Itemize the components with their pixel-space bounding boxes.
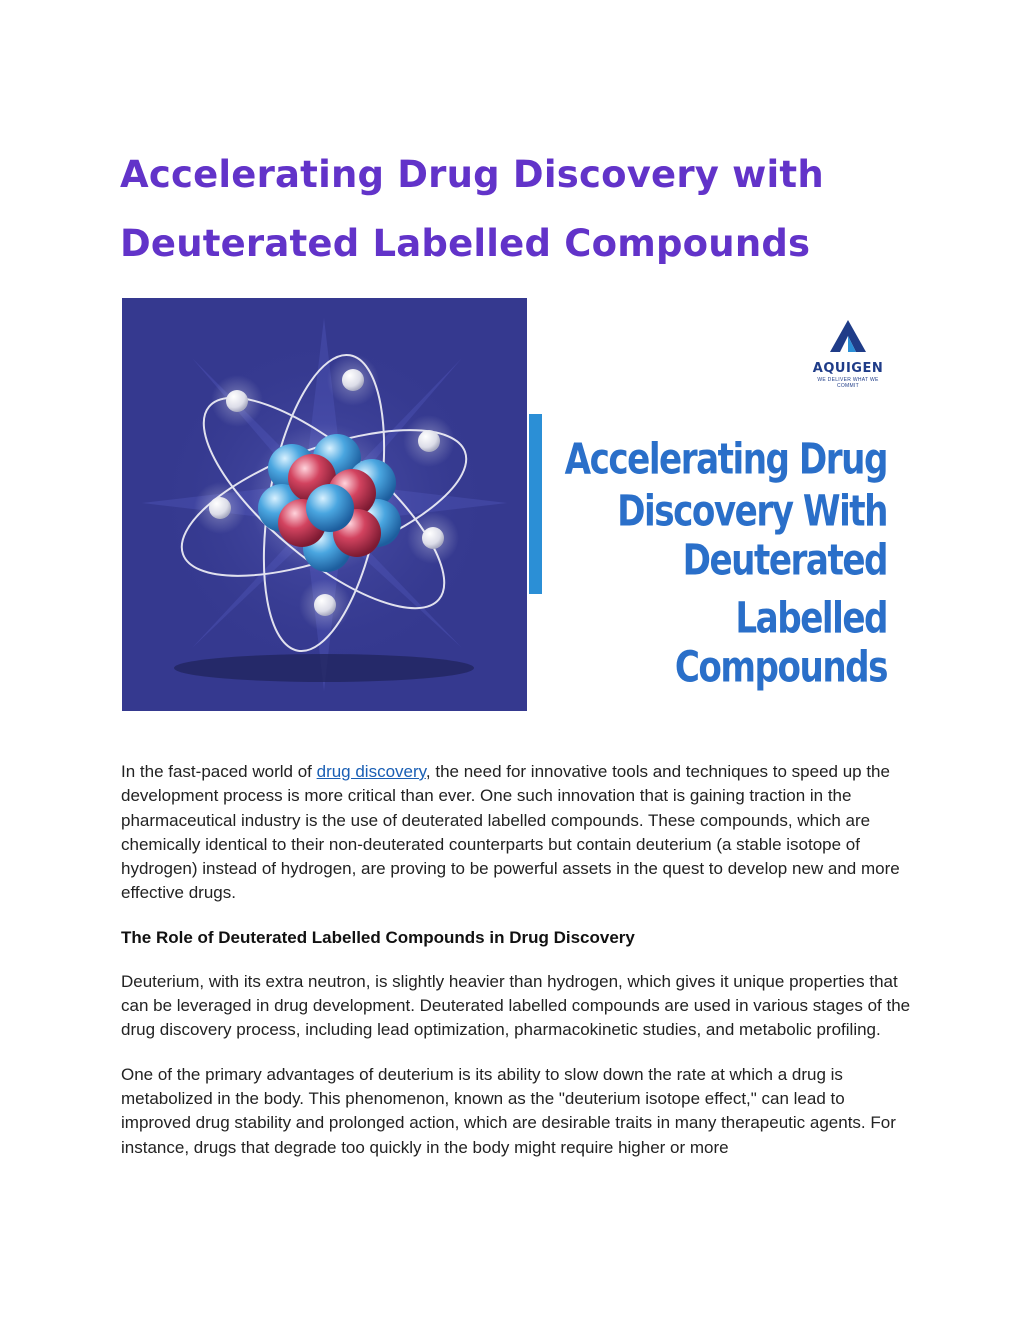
page-title <box>120 140 920 278</box>
logo-tagline: WE DELIVER WHAT WE COMMIT <box>817 377 879 389</box>
paragraph-advantages: One of the primary advantages of deuterium is its ability to slow down the rate at which a drug is metabolized in the body. This phenomenon, known as the "deuterium isotope effect," can lead to improved drug stability and prolonged action, which are desirable traits in many therapeutic agents. For instance, drugs that degrade too quickly in the body might require higher or more <box>121 1064 896 1157</box>
accent-bar <box>529 414 542 594</box>
banner-line-1: Accelerating Drug <box>564 434 887 484</box>
banner-line-4: Compounds <box>674 642 887 692</box>
hero-banner-text <box>547 433 887 693</box>
banner-line-3: Deuterated Labelled <box>682 535 887 643</box>
aquigen-logo-icon <box>828 318 868 354</box>
intro-text-end: , the need for innovative tools and techniques to speed up the development process is more critical than ever. One such innovation that is gaining traction in the pharmaceutical industry is the use of deuterated labelled compounds. These compounds, which are chemically identical to their non-deuterated counterparts but contain deuterium (a stable isotope of hydrogen) instead of hydrogen, are proving to be powerful assets in the quest to develop new and more effective drugs. <box>121 762 900 903</box>
banner-line-2: Discovery With <box>617 486 887 536</box>
paragraph-deuterium: Deuterium, with its extra neutron, is slightly heavier than hydrogen, which gives it unique properties that can be leveraged in drug development. Deuterated labelled compounds are used in various stages of the drug discovery process, including lead optimization, pharmacokinetic studies, and metabolic profiling. <box>121 971 911 1040</box>
atom-illustration-icon <box>122 298 527 711</box>
drug-discovery-link[interactable]: drug discovery <box>316 762 426 781</box>
aquigen-logo <box>806 318 890 389</box>
article-body <box>121 760 911 1180</box>
logo-name: AQUIGEN <box>812 361 884 376</box>
hero-image <box>122 298 887 711</box>
title-line-1: Accelerating Drug Discovery with <box>120 153 824 196</box>
intro-text-start: In the fast-paced world of <box>121 762 317 781</box>
title-line-2: Deuterated Labelled Compounds <box>120 222 811 265</box>
paragraph-intro <box>121 760 911 906</box>
section-heading: The Role of Deuterated Labelled Compounds in Drug Discovery <box>121 927 635 947</box>
